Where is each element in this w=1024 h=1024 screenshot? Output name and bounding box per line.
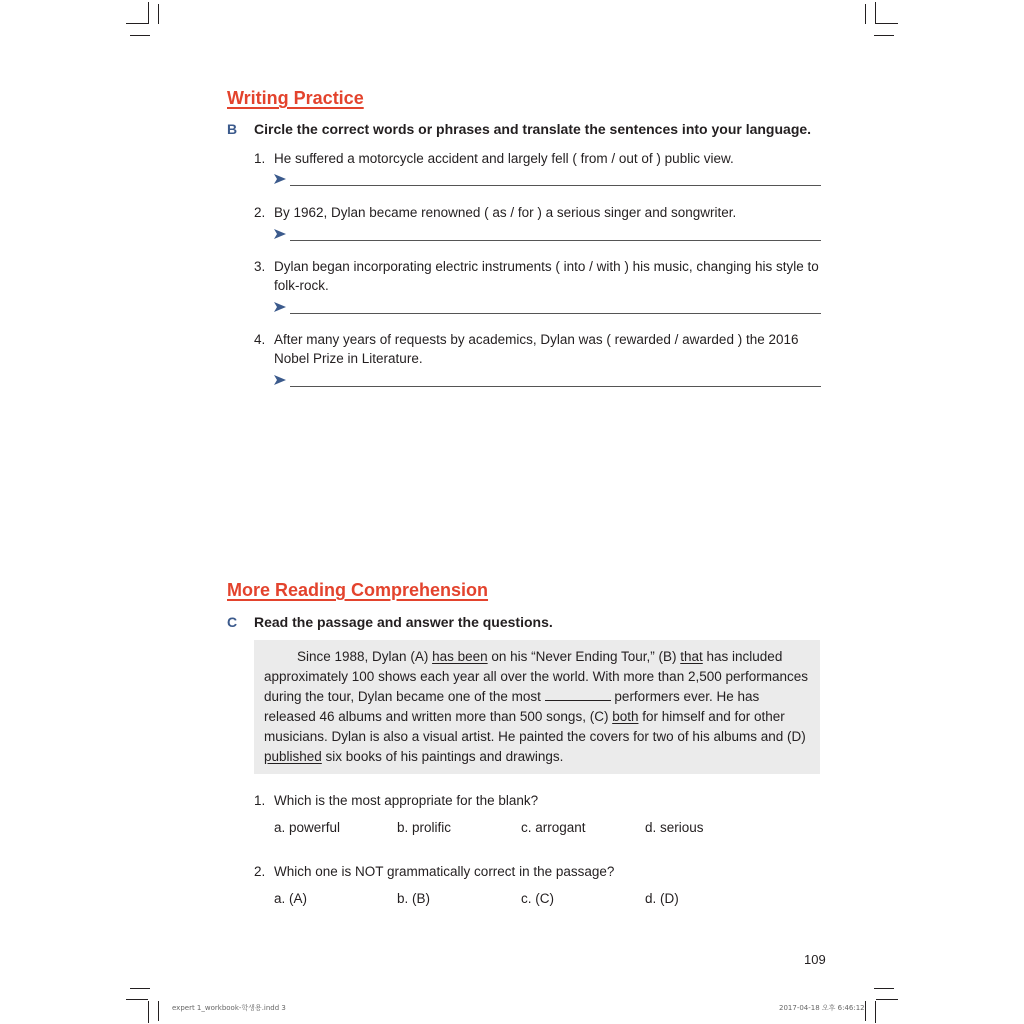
crop-mark [158,1001,159,1021]
writing-practice-title: Writing Practice [227,88,364,108]
question-text: Which one is NOT grammatically correct in the passage? [274,864,615,879]
underlined-b: that [680,649,703,664]
crop-mark [876,23,898,24]
crop-mark [874,35,894,36]
arrow-icon [273,172,287,186]
underlined-a: has been [432,649,488,664]
page-number: 109 [804,952,826,967]
reading-instruction: Read the passage and answer the questions. [254,614,553,630]
question-text: Which is the most appropriate for the blank? [274,793,539,808]
passage-text: on his “Never Ending Tour,” (B) [487,649,681,664]
crop-mark [875,1001,876,1023]
crop-mark [130,35,150,36]
crop-mark [874,988,894,989]
answer-underline [290,240,821,241]
crop-mark [148,1001,149,1023]
crop-mark [126,999,148,1000]
underlined-d: published [264,749,322,764]
arrow-icon [273,227,287,241]
arrow-icon [273,300,287,314]
crop-mark [875,2,876,24]
passage-text: six books of his paintings and drawings. [321,749,564,764]
crop-mark [126,23,148,24]
option-c[interactable]: c. arrogant [521,820,586,835]
section-letter-b: B [227,121,238,137]
question-number: 1. [254,151,266,166]
answer-underline [290,185,821,186]
crop-mark [865,1001,866,1021]
answer-line-3[interactable] [273,300,821,318]
option-a[interactable]: a. powerful [274,820,341,835]
date-slug: 2017-04-18 오후 6:46:12 [779,1004,865,1012]
answer-line-2[interactable] [273,227,821,245]
reading-passage [264,647,812,767]
option-d[interactable]: d. (D) [645,891,679,906]
option-b[interactable]: b. (B) [397,891,431,906]
option-a[interactable]: a. (A) [274,891,308,906]
passage-text: has included approximately 100 shows each year all over the world. With more than 2,500 performances during the tour, Dylan became one of the most [264,649,809,704]
crop-mark [876,999,898,1000]
underlined-c: both [612,709,639,724]
file-slug: expert 1_workbook-학생용.indd 3 [172,1004,286,1012]
crop-mark [148,2,149,24]
option-c[interactable]: c. (C) [521,891,554,906]
answer-underline [290,386,821,387]
reading-comprehension-title: More Reading Comprehension [227,580,489,600]
writing-instruction: Circle the correct words or phrases and translate the sentences into your language. [254,121,812,137]
question-text: Dylan began incorporating electric instruments ( into / with ) his music, changing his style to folk-rock. [274,259,819,293]
answer-line-4[interactable] [273,373,821,391]
passage-text: for himself and for other musicians. Dylan is also a visual artist. He painted the covers for two of his albums and (D) [264,709,806,744]
question-number: 4. [254,332,266,347]
question-text: After many years of requests by academics, Dylan was ( rewarded / awarded ) the 2016 Nobel Prize in Literature. [274,332,799,366]
crop-mark [865,4,866,24]
passage-blank [545,688,611,701]
question-number: 1. [254,793,266,808]
passage-text: performers ever. He has released 46 albums and written more than 500 songs, (C) [264,689,760,724]
reading-passage-box [254,640,820,774]
answer-underline [290,313,821,314]
question-text: He suffered a motorcycle accident and largely fell ( from / out of ) public view. [274,151,734,166]
answer-line-1[interactable] [273,172,821,190]
question-number: 3. [254,259,266,274]
crop-mark [130,988,150,989]
crop-mark [158,4,159,24]
section-letter-c: C [227,614,238,630]
passage-text: Since 1988, Dylan (A) [297,649,433,664]
question-number: 2. [254,864,266,879]
question-number: 2. [254,205,266,220]
option-d[interactable]: d. serious [645,820,704,835]
question-text: By 1962, Dylan became renowned ( as / for ) a serious singer and songwriter. [274,205,737,220]
option-b[interactable]: b. prolific [397,820,452,835]
arrow-icon [273,373,287,387]
